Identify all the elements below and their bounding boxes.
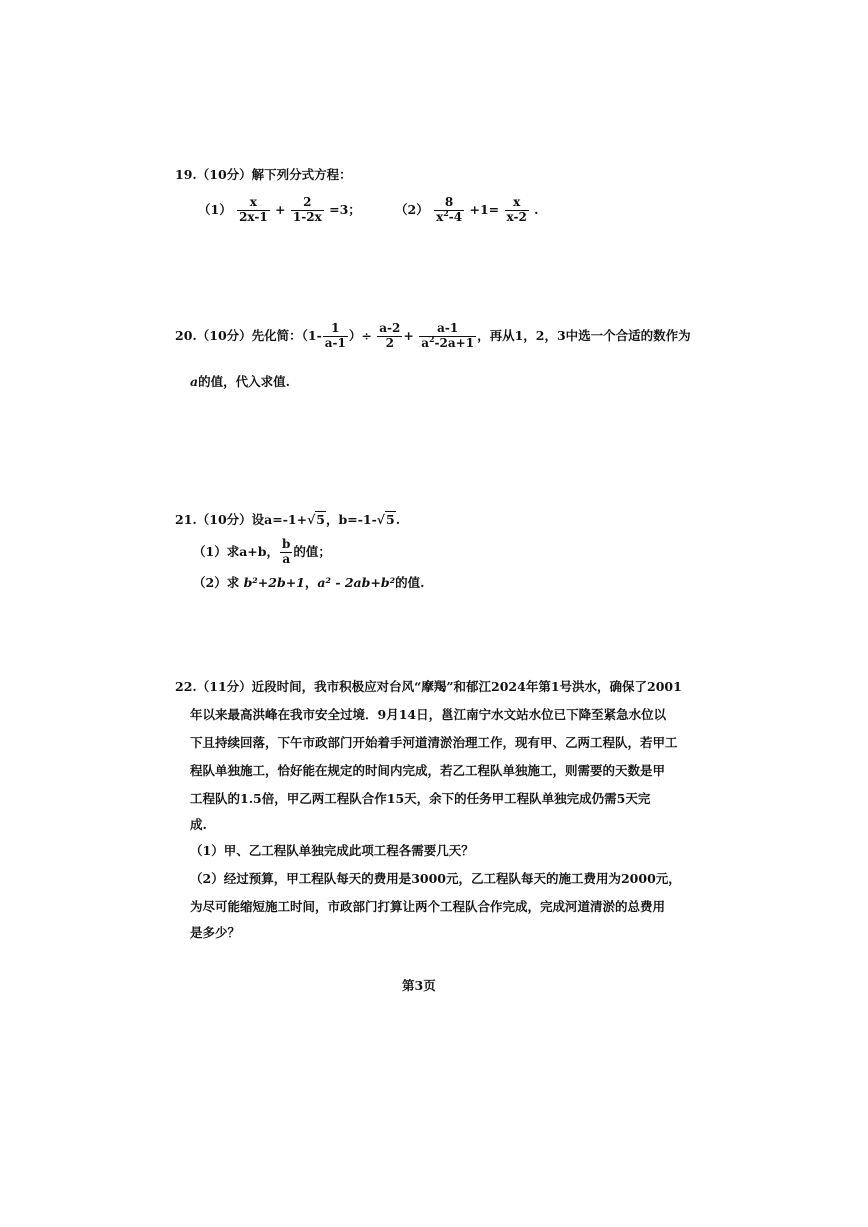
q22-sub-question-2-line-1: （2）经过预算，甲工程队每天的费用是3000元，乙工程队每天的施工费用为2000元， [190,871,681,886]
q22-line-3: 下且持续回落，下午市政部门开始着手河道清淤治理工作，现有甲、乙两工程队，若甲工 [190,735,678,750]
q19-part1-fraction-1: $\frac{x}{2x-1}$ [239,195,268,224]
q19-part2-label: （2） [395,201,429,217]
q21-header: 21.（10分）设a=-1+√5，b=-1-√5. [175,512,401,527]
q22-sub-question-1: （1）甲、乙工程队单独完成此项工程各需要几天？ [190,843,474,858]
q19-part2-fraction-2: $\frac{x}{x-2}$ [506,195,527,224]
q21-fraction: $\frac{b}{a}$ [282,537,291,566]
q19-part1-equation: （1） $\frac{x}{2x-1}$ + $\frac{2}{1-2x}$ =3； [198,195,361,224]
q19-part2-equation: （2） $\frac{8}{x^2-4}$ +1= $\frac{x}{x-2}$ . [395,195,539,224]
q19-part1-label: （1） [198,201,232,217]
page-number: 第3页 [402,978,436,993]
q20-fraction-1: $\frac{1}{a-1}$ [324,321,346,350]
q20-fraction-2: $\frac{a-2}{2}$ [379,321,401,350]
q19-part2-fraction-1: $\frac{8}{x^2-4}$ [436,195,463,224]
q22-line-2: 年以来最高洪峰在我市安全过境．9月14日，邕江南宁水文站水位已下降至紧急水位以 [190,707,667,722]
q20-line-2: a的值，代入求值. [190,374,290,389]
q22-sub-question-2-line-3: 是多少？ [190,925,241,940]
q21-part1: （1）求a+b， $\frac{b}{a}$ 的值； [193,537,331,566]
q20-fraction-3: $\frac{a-1}{a^2-2a+1}$ [421,321,475,350]
q22-line-1: 22.（11分）近段时间，我市积极应对台风“摩羯”和郁江2024年第1号洪水，确保了2001 [175,679,682,694]
q22-line-5: 工程队的1.5倍，甲乙两工程队合作15天，余下的任务甲工程队单独完成仍需5天完 [190,791,651,806]
q20-expression: 20.（10分）先化简：（1- $\frac{1}{a-1}$ ）÷ $\frac{a-2}{2}$ + $\frac{a-1}{a^2-2a+1}$ ，再从1，2，3中选一个合适的数作为 [175,321,691,350]
q19-part1-fraction-2: $\frac{2}{1-2x}$ [292,195,322,224]
q21-part2: （2）求 b²+2b+1，a² - 2ab+b²的值. [193,575,425,590]
q19-header: 19.（10分）解下列分式方程： [175,167,352,182]
q21-sqrt-1: √5 [307,512,325,527]
q21-sqrt-2: √5 [376,512,395,527]
q22-line-6: 成. [190,817,207,832]
q22-sub-question-2-line-2: 为尽可能缩短施工时间，市政部门打算让两个工程队合作完成，完成河道清淤的总费用 [190,899,666,914]
q22-line-4: 程队单独施工，恰好能在规定的时间内完成，若乙工程队单独施工，则需要的天数是甲 [190,763,666,778]
